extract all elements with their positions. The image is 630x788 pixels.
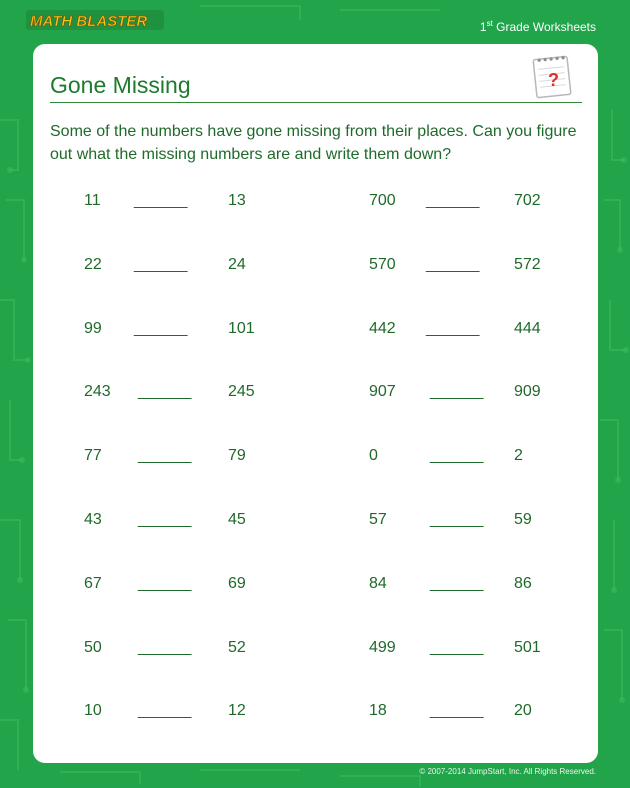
problem-number: 499 bbox=[369, 638, 396, 656]
problem-number: 52 bbox=[228, 638, 246, 656]
answer-blank[interactable]: ______ bbox=[430, 574, 484, 592]
problem-number: 0 bbox=[369, 447, 378, 465]
problem-number: 69 bbox=[228, 574, 246, 592]
problem-number: 79 bbox=[228, 447, 246, 465]
svg-text:?: ? bbox=[548, 70, 559, 90]
answer-blank[interactable]: ______ bbox=[426, 192, 480, 209]
answer-blank[interactable]: ______ bbox=[430, 447, 484, 465]
problem-row bbox=[33, 447, 598, 471]
problem-number: 57 bbox=[369, 511, 387, 528]
problem-number: 245 bbox=[228, 383, 255, 401]
problem-row bbox=[33, 702, 598, 726]
problem-row bbox=[33, 639, 598, 663]
problem-number: 18 bbox=[369, 702, 387, 720]
problem-row bbox=[33, 575, 598, 599]
problem-number: 11 bbox=[84, 192, 101, 209]
problem-number: 10 bbox=[84, 702, 102, 720]
problem-row bbox=[33, 256, 598, 280]
instructions-text: Some of the numbers have gone missing from their places. Can you figure out what the missing numbers are and write them down? bbox=[50, 123, 577, 163]
problem-number: 13 bbox=[228, 192, 246, 209]
problem-number: 50 bbox=[84, 638, 102, 656]
problem-row bbox=[33, 511, 598, 535]
svg-text:MATH BLASTER: MATH BLASTER bbox=[30, 13, 148, 30]
problem-number: 572 bbox=[514, 255, 541, 273]
problem-number: 77 bbox=[84, 447, 102, 465]
problem-number: 59 bbox=[514, 511, 532, 528]
problem-number: 45 bbox=[228, 511, 246, 528]
problem-row bbox=[33, 383, 598, 407]
problem-number: 43 bbox=[84, 511, 102, 528]
answer-blank[interactable]: ______ bbox=[430, 383, 484, 401]
problem-number: 84 bbox=[369, 574, 387, 592]
answer-blank[interactable]: ______ bbox=[138, 638, 192, 656]
problem-number: 570 bbox=[369, 255, 396, 273]
problem-number: 907 bbox=[369, 383, 396, 401]
problem-number: 700 bbox=[369, 192, 396, 209]
problem-number: 67 bbox=[84, 574, 102, 592]
answer-blank[interactable]: ______ bbox=[138, 702, 192, 720]
problem-number: 20 bbox=[514, 702, 532, 720]
title-divider bbox=[50, 102, 582, 103]
problem-number: 2 bbox=[514, 447, 523, 465]
problem-number: 12 bbox=[228, 702, 246, 720]
answer-blank[interactable]: ______ bbox=[134, 192, 188, 209]
grade-label: 1st Grade Worksheets bbox=[479, 19, 596, 34]
answer-blank[interactable]: ______ bbox=[138, 574, 192, 592]
answer-blank[interactable]: ______ bbox=[430, 702, 484, 720]
answer-blank[interactable]: ______ bbox=[138, 511, 192, 528]
answer-blank[interactable]: ______ bbox=[430, 638, 484, 656]
page-title: Gone Missing bbox=[50, 72, 191, 98]
answer-blank[interactable]: ______ bbox=[426, 319, 480, 337]
answer-blank[interactable]: ______ bbox=[134, 319, 188, 337]
problem-row bbox=[33, 320, 598, 344]
worksheet-card bbox=[33, 44, 598, 763]
problem-number: 24 bbox=[228, 255, 246, 273]
problem-number: 702 bbox=[514, 192, 541, 209]
problem-number: 22 bbox=[84, 255, 102, 273]
problem-number: 442 bbox=[369, 319, 396, 337]
answer-blank[interactable]: ______ bbox=[430, 511, 484, 528]
problem-number: 909 bbox=[514, 383, 541, 401]
answer-blank[interactable]: ______ bbox=[138, 383, 192, 401]
problem-number: 243 bbox=[84, 383, 111, 401]
notepad-question-icon bbox=[529, 54, 575, 100]
problem-number: 99 bbox=[84, 319, 102, 337]
problem-number: 101 bbox=[228, 319, 255, 337]
problem-number: 444 bbox=[514, 319, 541, 337]
problem-row bbox=[33, 192, 598, 216]
problem-number: 501 bbox=[514, 638, 541, 656]
copyright-text: © 2007-2014 JumpStart, Inc. All Rights Reserved. bbox=[419, 767, 596, 776]
problem-number: 86 bbox=[514, 574, 532, 592]
answer-blank[interactable]: ______ bbox=[134, 255, 188, 273]
answer-blank[interactable]: ______ bbox=[426, 255, 480, 273]
answer-blank[interactable]: ______ bbox=[138, 447, 192, 465]
math-blaster-logo bbox=[26, 8, 166, 32]
